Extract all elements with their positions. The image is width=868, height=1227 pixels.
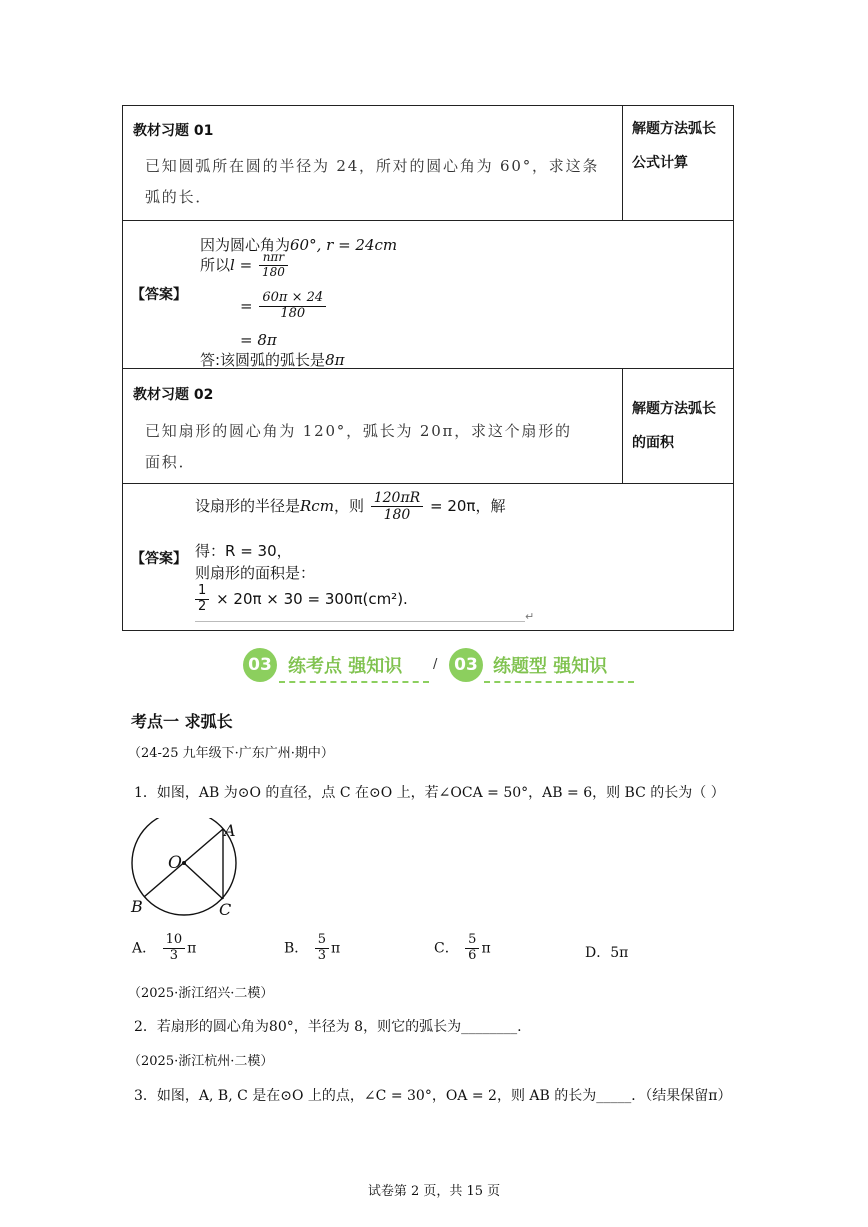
- table-rule: [123, 483, 733, 484]
- fig-label-a: A: [224, 821, 236, 840]
- answer-2-line4: [195, 584, 408, 615]
- fraction-numerator: 120πR: [371, 490, 423, 507]
- answer-1-line2: [200, 251, 290, 280]
- answer-2-line1: [195, 490, 505, 523]
- exercise-2-method: [632, 392, 716, 460]
- exercise-2-method-line2: 的面积: [632, 435, 674, 451]
- answer-2-line2: 得：R = 30，: [195, 542, 292, 560]
- choice-fraction: [465, 933, 479, 964]
- answer-1-solution: [200, 234, 460, 369]
- fraction-numerator: 1: [195, 584, 209, 600]
- q1-choice-b[interactable]: [284, 933, 340, 964]
- fraction-denominator: 180: [280, 305, 306, 321]
- answer-2-solution: [195, 490, 555, 622]
- fig-label-b: B: [131, 897, 143, 916]
- answer-1-final: [200, 349, 344, 370]
- answer-1-fraction-2: [259, 291, 326, 322]
- choice-fraction: [163, 933, 186, 964]
- banner-dash-2: [484, 681, 634, 683]
- choice-pi: π: [331, 940, 341, 957]
- exercise-2-title: 教材习题 02: [133, 387, 214, 403]
- answer-1-line1-math: 60°, r = 24cm: [290, 236, 398, 254]
- choice-value: 5π: [610, 945, 629, 961]
- exercise-table: [122, 105, 734, 631]
- fraction-numerator: nπr: [259, 251, 288, 266]
- fraction-denominator: 3: [169, 947, 178, 963]
- q1-choice-d[interactable]: [585, 942, 628, 962]
- answer-1-result: = 8π: [240, 331, 277, 349]
- return-mark-icon: ↵: [525, 610, 535, 623]
- q1-source: （24-25 九年级下·广东广州·期中）: [128, 746, 334, 761]
- fraction-denominator: 2: [198, 598, 207, 614]
- answer-2-line1-mid: ，则: [333, 497, 364, 516]
- center-point: [182, 861, 186, 865]
- page-footer: 试卷第 2 页，共 15 页: [367, 1184, 501, 1199]
- q3-source: （2025·浙江杭州·二模）: [128, 1054, 274, 1069]
- segment-oc: [184, 863, 223, 899]
- choice-pi: π: [187, 940, 197, 957]
- fraction-denominator: 3: [317, 947, 327, 963]
- table-rule: [622, 106, 623, 220]
- answer-2-fraction: [371, 490, 423, 523]
- answer-2-line4-rest: × 20π × 30 = 300π(cm²).: [216, 589, 408, 608]
- fraction-numerator: 5: [465, 933, 479, 949]
- answer-2-label: 【答案】: [131, 551, 187, 567]
- answer-1-final-text: 答:该圆弧的弧长是: [200, 351, 326, 369]
- section-badge-2: 03: [449, 648, 483, 682]
- fraction-numerator: 5: [315, 933, 329, 949]
- answer-2-line1-text: 设扇形的半径是: [195, 497, 301, 516]
- exercise-1-text: [145, 151, 615, 213]
- banner-dash-1: [279, 681, 429, 683]
- q1-choice-c[interactable]: [434, 933, 491, 964]
- table-rule: [123, 220, 733, 221]
- section-badge-1: 03: [243, 648, 277, 682]
- choice-pi: π: [481, 940, 491, 957]
- answer-1-eq: =: [240, 296, 253, 315]
- exercise-1-method-line1: 解题方法弧长: [632, 121, 716, 137]
- q1-text: 1．如图，AB 为⊙O 的直径，点 C 在⊙O 上，若∠OCA = 50°，AB = 6，则 BC 的长为（ ）: [134, 785, 725, 801]
- banner-label-1: 练考点 强知识: [288, 656, 403, 677]
- answer-2-line1-rhs: = 20π，解: [429, 497, 506, 516]
- exercise-2-text-line1: 已知扇形的圆心角为 120°，弧长为 20π，求这个扇形的: [145, 422, 572, 440]
- choice-label: C．: [434, 940, 459, 957]
- exercise-1-method: [632, 112, 716, 180]
- exercise-1-text-line2: 弧的长．: [145, 188, 213, 206]
- table-rule: [622, 368, 623, 483]
- answer-2-line3: 则扇形的面积是：: [195, 564, 316, 582]
- fig-label-o: O: [168, 853, 182, 873]
- fraction-numerator: 60π × 24: [259, 291, 326, 307]
- choice-fraction: [315, 933, 329, 964]
- answer-1-fraction-1: [259, 251, 288, 280]
- answer-2-line1-var: Rcm: [300, 497, 334, 516]
- answer-2-underline: [195, 621, 525, 622]
- q3-text: 3．如图，A, B, C 是在⊙O 上的点，∠C = 30°，OA = 2，则 AB 的长为_____．（结果保留π）: [134, 1088, 732, 1104]
- answer-2-half: [195, 584, 209, 615]
- answer-1-line1-text: 因为圆心角为: [200, 236, 291, 254]
- choice-label: B．: [284, 940, 309, 957]
- exercise-2-method-line1: 解题方法弧长: [632, 401, 716, 417]
- choice-label: A．: [132, 940, 157, 957]
- fraction-denominator: 180: [383, 507, 411, 524]
- exercise-1-text-line1: 已知圆弧所在圆的半径为 24，所对的圆心角为 60°，求这条: [145, 157, 600, 175]
- answer-1-line3: [240, 291, 328, 322]
- q1-choice-a[interactable]: [132, 933, 196, 964]
- exercise-1-title: 教材习题 01: [133, 123, 214, 139]
- q2-text: 2．若扇形的圆心角为80°，半径为 8，则它的弧长为________.: [134, 1019, 522, 1035]
- fig-label-c: C: [219, 900, 232, 919]
- exercise-2-text: [145, 416, 615, 478]
- section-heading: 考点一 求弧长: [131, 712, 233, 731]
- fraction-denominator: 180: [261, 264, 285, 279]
- exercise-1-method-line2: 公式计算: [632, 155, 688, 171]
- answer-1-line2-text: 所以: [200, 255, 231, 274]
- banner-label-2: 练题型 强知识: [493, 656, 608, 677]
- choice-label: D．: [585, 945, 611, 961]
- banner-separator: /: [433, 657, 438, 672]
- fraction-numerator: 10: [163, 933, 186, 949]
- answer-1-label: 【答案】: [131, 287, 187, 303]
- exercise-2-text-line2: 面积．: [145, 453, 196, 471]
- q2-source: （2025·浙江绍兴·二模）: [128, 986, 274, 1001]
- answer-1-line2-lhs: l =: [230, 255, 253, 274]
- answer-1-final-value: 8π: [325, 351, 345, 369]
- fraction-denominator: 6: [468, 947, 477, 963]
